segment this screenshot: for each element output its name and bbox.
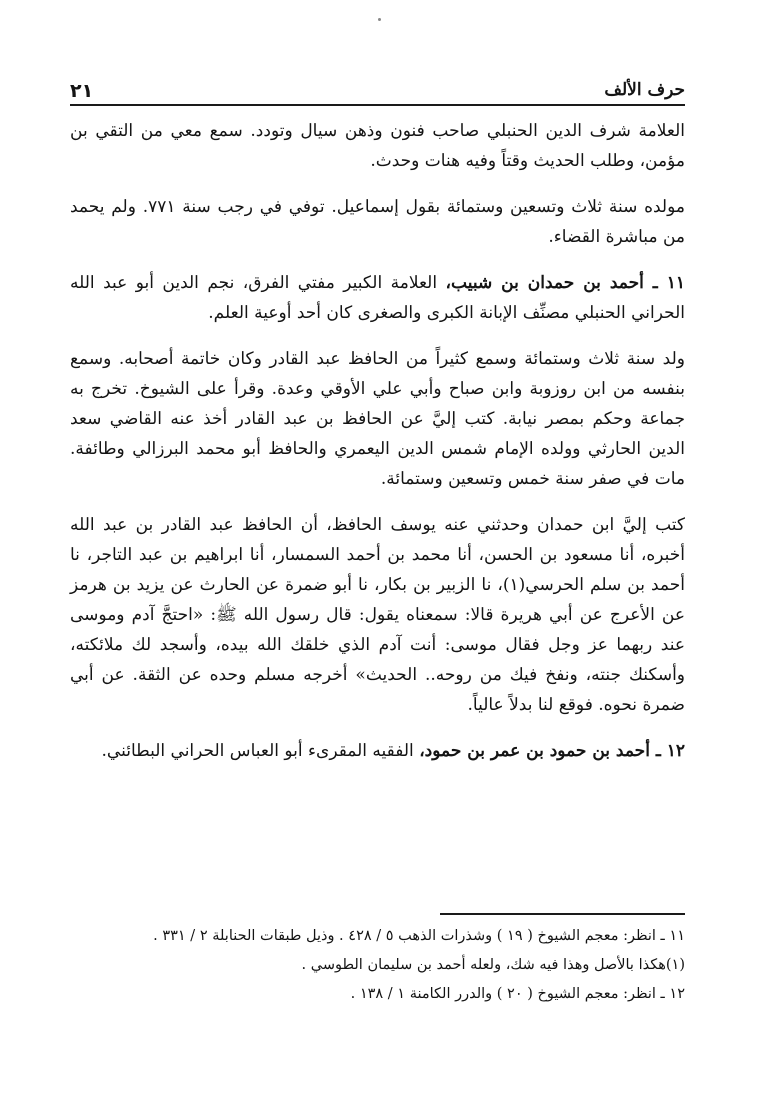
entry-11: ١١ ـ أحمد بن حمدان بن شبيب، العلامة الكبير مفتي الفرق، نجم الدين أبو عبد الله الحراني الحنبلي مصنِّف الإبانة الكبرى والصغرى كان أحد أوعية العلم. [70,273,685,323]
paragraph: ولد سنة ثلاث وستمائة وسمع كثيراً من الحافظ عبد القادر وكان خاتمة أصحابه. وسمع بنفسه من ابن روزوبة وابن صباح وأبي علي الأوقي وعدة. وقرأ على الشيوخ. تخرج به جماعة وحكم بمصر نيابة. كتب إليَّ عن الحافظ بن عبد القادر أخذ عنه القاضي سعد الدين الحارثي وولده الإمام شمس الدين اليعمري والحافظ أبو محمد البرزالي وطائفة. مات في صفر سنة خمس وتسعين وستمائة. [70,349,685,489]
page-header [70,70,685,106]
paragraph: كتب إليَّ ابن حمدان وحدثني عنه يوسف الحافظ، أن الحافظ عبد القادر بن عبد الله أخبره، أنا مسعود بن الحسن، أنا محمد بن أحمد السمسار، أنا ابراهيم بن عبد التاجر، نا أحمد بن سلم الحرسي(١)، نا الزبير بن بكار، نا أبو ضمرة عن الحارث عن يزيد بن هرمز عن الأعرج عن أبي هريرة قالا: سمعناه يقول: قال رسول الله ﷺ: «احتجَّ آدم وموسى عند ربهما عز وجل فقال موسى: أنت آدم الذي خلقك الله بيده، وأسجد لك ملائكته، وأسكنك جنته، ونفخ فيك من روحه.. الحديث» أخرجه مسلم وحده عن الثقة. عن أبي ضمرة نحوه. فوقع لنا بدلاً عالياً. [70,515,685,715]
chapter-title: حرف الألف [604,80,685,100]
footnote-separator [440,913,685,915]
footnote: (١)هكذا بالأصل وهذا فيه شك، ولعله أحمد بن سليمان الطوسي . [301,957,685,973]
page-body [70,116,685,782]
entry-heading: ١٢ ـ أحمد بن حمود بن عمر بن حمود، [419,741,685,761]
page-number: ٢١ [70,80,94,102]
paragraph: العلامة شرف الدين الحنبلي صاحب فنون وذهن سيال وتودد. سمع معي من التقي بن مؤمن، وطلب الحديث وقتاً وفيه هنات وحدث. [70,121,685,171]
entry-heading: ١١ ـ أحمد بن حمدان بن شبيب، [445,273,685,293]
scan-speck [378,18,381,21]
footnote: ١٢ ـ انظر: معجم الشيوخ ( ٢٠ ) والدرر الكامنة ١ / ١٣٨ . [350,986,685,1002]
footnote: ١١ ـ انظر: معجم الشيوخ ( ١٩ ) وشذرات الذهب ٥ / ٤٢٨ . وذيل طبقات الحنابلة ٢ / ٣٣١ . [153,928,685,944]
paragraph: مولده سنة ثلاث وتسعين وستمائة بقول إسماعيل. توفي في رجب سنة ٧٧١. ولم يحمد من مباشرة القضاء. [70,197,685,247]
entry-12: ١٢ ـ أحمد بن حمود بن عمر بن حمود، الفقيه المقرىء أبو العباس الحراني البطائني. [101,741,685,761]
footnotes [70,924,685,1007]
